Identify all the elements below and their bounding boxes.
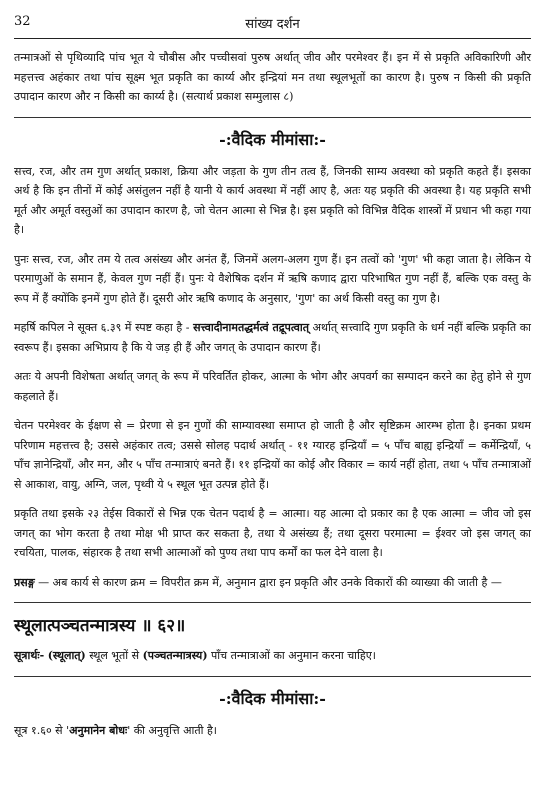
running-title: सांख्य दर्शन [245,17,300,32]
header-rule [14,38,531,39]
paragraph-text: पाँच तन्मात्राओं का अनुमान करना चाहिए। [207,649,376,662]
paragraph: अतः ये अपनी विशेषता अर्थात् जगत् के रूप में परिवर्तित होकर, आत्मा के भोग और अपवर्ग का सम्पादन करने का हेतु होने से गुण कहलाते हैं। [14,370,531,403]
paragraph [14,318,531,357]
paragraph: तन्मात्रओं से पृथिव्यादि पांच भूत ये चौबीस और पच्चीसवां पुरुष अर्थात् जीव और परमेश्वर हैं। इन में से प्रकृति अविकारिणी और महत्तत्त्व अहंकार तथा पांच सूक्ष्म भूत प्रकृति का कार्य्य और इन्द्रियां मन तथा स्थूलभूतों का कारण है। पुरुष न किसी की प्रकृति उपादान कारण और न किसी का कार्य्य है। (सत्यार्थ प्रकाश सम्मुलास ८) [14,51,531,103]
section-divider [14,117,531,118]
page-number: 32 [14,14,31,29]
paragraph-text: सूत्र १.६० से ' [14,723,70,737]
sutra-text: स्थूलात्पञ्चतन्मात्रस्य ॥ ६२॥ [14,616,186,636]
quoted-term: अनुमानेन बोधः [69,723,128,737]
section-heading: -:वैदिक मीमांसा:- [219,688,326,708]
paragraph-text: ' की अनुवृत्ति आती है। [127,723,217,737]
term: (स्थूलात्) [47,649,86,662]
paragraph [14,573,531,593]
term: (पञ्चतन्मात्रस्य) [142,649,208,662]
paragraph: पुनः सत्त्व, रज, और तम ये तत्व असंख्य और अनंत हैं, जिनमें अलग-अलग गुण हैं। इन तत्वों को 'गुण' भी कहा जाता है। लेकिन ये परमाणुओं के समान हैं, केवल गुण नहीं हैं। पुनः ये वैशेषिक दर्शन में ऋषि कणाद द्वारा परिभाषित गुण नहीं हैं, बल्कि एक वस्तु के रूप में हैं क्योंकि इनमें गुण होते हैं। दूसरी ओर ऋषि कणाद के अनुसार, 'गुण' का अर्थ किसी वस्तु का गुण है। [14,252,531,305]
paragraph [14,721,531,741]
prasang-label: प्रसङ्ग [14,575,35,589]
sutra-quote: सत्त्वादीनामतद्धर्मत्वं तद्रूपत्वात् [193,321,310,334]
paragraph-text: महर्षि कपिल ने सूक्त ६.३९ में स्पष्ट कहा है - [14,321,194,334]
paragraph-text: — अब कार्य से कारण क्रम = विपरीत क्रम में, अनुमान द्वारा इन प्रकृति और उनके विकारों की व्याख्या की जाती है — [34,575,502,589]
page-header [14,14,531,32]
paragraph: सत्त्व, रज, और तम गुण अर्थात् प्रकाश, क्रिया और जड़ता के गुण तीन तत्व हैं, जिनकी साम्य अवस्था को प्रकृति कहते हैं। इसका अर्थ है कि इन तीनों में कोई असंतुलन नहीं है यानी ये कार्य अवस्था में नहीं आए है, अतः यह प्रकृति की अवस्था है। यह प्रकृति सभी मूर्त और अमूर्त वस्तुओं का उपादान कारण है, जो चेतन आत्मा से भिन्न है। इस प्रकृति को विभिन्न वैदिक शास्त्रों में प्रधान भी कहा गया है। [14,164,531,236]
page-body [14,48,531,750]
paragraph: प्रकृति तथा इसके २३ तेईस विकारों से भिन्न एक चेतन पदार्थ है = आत्मा। यह आत्मा दो प्रकार का है एक आत्मा = जीव जो इस जगत् का भोग करता है तथा मोक्ष भी प्राप्त कर सकता है, तथा ये असंख्य हैं; तथा दूसरा परमात्मा = ईश्वर जो इस जगत् का रचयिता, पालक, संहारक है तथा सभी आत्माओं को पुण्य तथा पाप कर्मों का फल देने वाला है। [14,507,531,559]
section-divider [14,676,531,677]
sutrartha [14,646,531,666]
paragraph-text: अर्थात् सत्त्वादि गुण प्रकृति के धर्म नहीं बल्कि प्रकृति का स्वरूप हैं। इसका अभिप्राय है कि ये जड़ ही हैं और जगत् के उपादान कारण हैं। [14,321,532,354]
paragraph: चेतन परमेश्वर के ईक्षण से = प्रेरणा से इन गुणों की साम्यावस्था समाप्त हो जाती है और सृष्टिक्रम आरम्भ होता है। इनका प्रथम परिणाम महत्तत्त्व है; उससे अहंकार तत्व; उससे सोलह पदार्थ अर्थात् - ११ ग्यारह इन्द्रियाँ = ५ पाँच बाह्य इन्द्रियाँ = कर्मेन्द्रियाँ, ५ पाँच ज्ञानेन्द्रियाँ, और मन, और ५ पाँच तन्मात्राएं बनते हैं। ११ इन्द्रियों का कोई और विकार = कार्य नहीं होता, तथा ५ पाँच तन्मात्राओं से आकाश, वायु, अग्नि, जल, पृथ्वी ये ५ स्थूल भूत उत्पन्न होते हैं। [14,419,531,491]
section-divider [14,602,531,603]
sutrartha-label: सूत्रार्थः- [14,649,45,662]
section-heading: -:वैदिक मीमांसा:- [219,129,326,149]
paragraph-text: स्थूल भूतों से [85,649,143,662]
